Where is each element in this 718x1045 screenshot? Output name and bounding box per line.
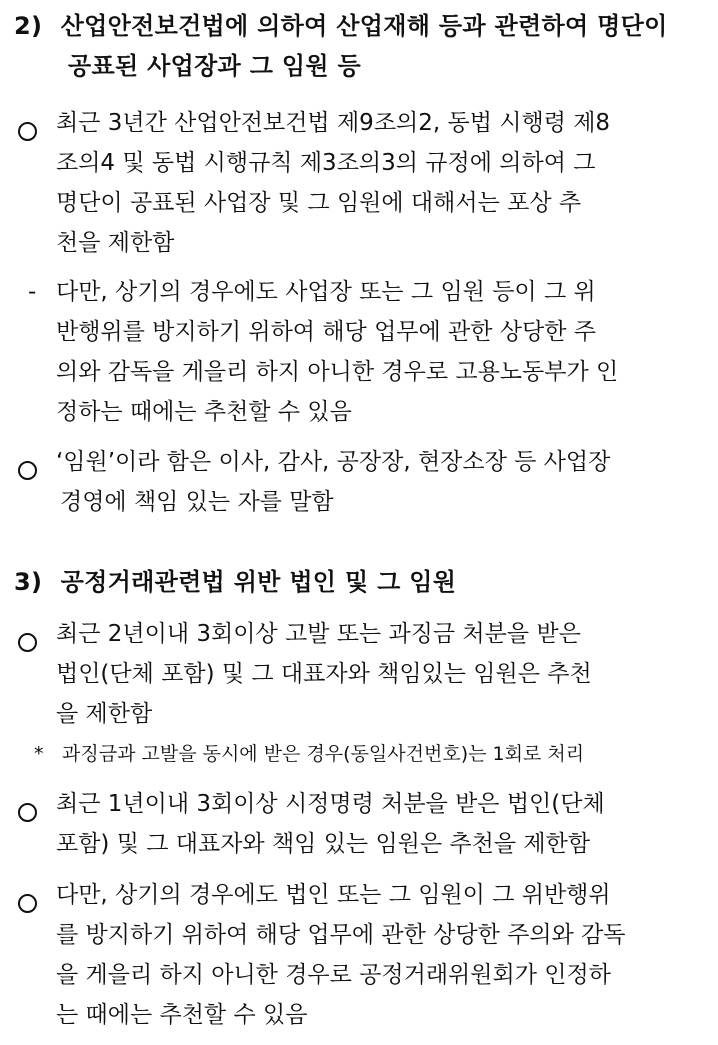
item-line: ‘임원’이라 함은 이사, 감사, 공장장, 현장소장 등 사업장 [56, 449, 611, 475]
item-line: 를 방지하기 위하여 해당 업무에 관한 상당한 주의와 감독 [56, 922, 626, 948]
list-item [28, 272, 618, 432]
item-line: 정하는 때에는 추천할 수 있음 [56, 399, 352, 425]
section-2-heading [14, 6, 668, 86]
asterisk-marker: * [34, 743, 44, 765]
section-3-number: 3) [14, 568, 43, 596]
item-line: 다만, 상기의 경우에도 사업장 또는 그 임원 등이 그 위 [56, 279, 596, 305]
item-line: 경영에 책임 있는 자를 말함 [60, 489, 334, 515]
section-2-title-line1: 산업안전보건법에 의하여 산업재해 등과 관련하여 명단이 [60, 12, 668, 40]
item-line: 최근 2년이내 3회이상 고발 또는 과징금 처분을 받은 [56, 621, 581, 647]
item-line: 반행위를 방지하기 위하여 해당 업무에 관한 상당한 주 [56, 319, 596, 345]
item-line: 다만, 상기의 경우에도 법인 또는 그 임원이 그 위반행위 [56, 882, 611, 908]
item-line: 조의4 및 동법 시행규칙 제3조의3의 규정에 의하여 그 [56, 150, 596, 176]
item-line: 최근 1년이내 3회이상 시정명령 처분을 받은 법인(단체 [56, 791, 605, 817]
item-line: 을 제한함 [56, 701, 153, 727]
item-line: 천을 제한함 [56, 230, 175, 256]
section-2-title-line2: 공표된 사업장과 그 임원 등 [68, 52, 361, 80]
item-line: 법인(단체 포함) 및 그 대표자와 책임있는 임원은 추천 [56, 661, 592, 687]
dash-marker: - [28, 279, 37, 305]
list-item [18, 784, 605, 864]
circle-bullet-icon [18, 886, 37, 926]
item-line: 명단이 공표된 사업장 및 그 임원에 대해서는 포상 추 [56, 190, 582, 216]
section-2-number: 2) [14, 12, 43, 40]
item-line: 을 게을리 하지 아니한 경우로 공정거래위원회가 인정하 [56, 962, 611, 988]
section-3-title: 공정거래관련법 위반 법인 및 그 임원 [60, 568, 457, 596]
item-line: 의와 감독을 게을리 하지 아니한 경우로 고용노동부가 인 [56, 359, 619, 385]
list-item [18, 442, 610, 522]
list-item [18, 614, 592, 734]
circle-bullet-icon [18, 453, 37, 493]
list-item [18, 103, 610, 263]
item-line: 는 때에는 추천할 수 있음 [56, 1002, 308, 1028]
list-item [18, 875, 626, 1035]
circle-bullet-icon [18, 625, 37, 665]
section-3-heading [14, 562, 456, 602]
circle-bullet-icon [18, 795, 37, 835]
footnote [34, 737, 584, 771]
circle-bullet-icon [18, 114, 37, 154]
item-line: 최근 3년간 산업안전보건법 제9조의2, 동법 시행령 제8 [56, 110, 611, 136]
footnote-text: 과징금과 고발을 동시에 받은 경우(동일사건번호)는 1회로 처리 [62, 743, 585, 765]
item-line: 포함) 및 그 대표자와 책임 있는 임원은 추천을 제한함 [56, 831, 591, 857]
